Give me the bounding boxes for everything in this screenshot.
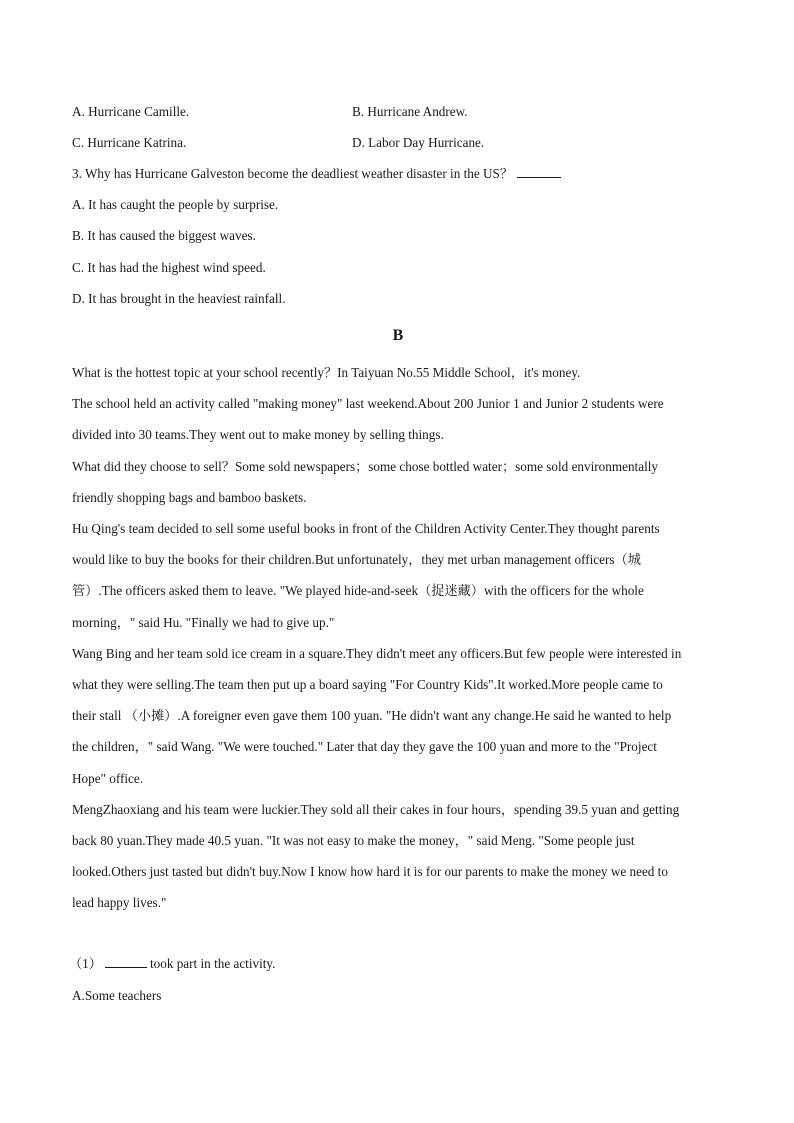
passage-line: What is the hottest topic at your school recently？In Taiyuan No.55 Middle School，it's money. xyxy=(72,365,581,380)
q3-stem-text: 3. Why has Hurricane Galveston become the deadliest weather disaster in the US？ xyxy=(72,166,514,181)
passage-line: lead happy lives." xyxy=(72,895,167,911)
reading-passage xyxy=(72,357,724,919)
q2-option-b: B. Hurricane Andrew. xyxy=(352,104,468,119)
passage-line: the children，" said Wang. "We were touched." Later that day they gave the 100 yuan and more to the "Project xyxy=(72,739,657,755)
q1-option-a: A.Some teachers xyxy=(72,988,162,1003)
q2-options-row-2 xyxy=(72,134,724,152)
q2-option-d: D. Labor Day Hurricane. xyxy=(352,135,485,150)
passage-line: back 80 yuan.They made 40.5 yuan. "It was not easy to make the money，" said Meng. "Some people just xyxy=(72,833,635,849)
answer-blank xyxy=(105,955,147,968)
passage-line: looked.Others just tasted but didn't buy.Now I know how hard it is for our parents to make the money we need to xyxy=(72,864,668,880)
q1-stem-text: took part in the activity. xyxy=(149,956,276,971)
q1-number: （1） xyxy=(69,956,102,971)
section-heading: B xyxy=(392,327,404,344)
q3-option-b: B. It has caused the biggest waves. xyxy=(72,228,256,243)
passage-line: Hope" office. xyxy=(72,770,144,786)
passage-line: friendly shopping bags and bamboo baskets. xyxy=(72,489,307,505)
passage-line: The school held an activity called "making money" last weekend.About 200 Junior 1 and Junior 2 students were xyxy=(72,396,664,412)
passage-line: their stall （小摊）.A foreigner even gave them 100 yuan. "He didn't want any change.He said he wanted to help xyxy=(72,708,672,724)
answer-blank xyxy=(517,165,561,178)
q3-stem xyxy=(72,165,561,183)
q2-options-row-1 xyxy=(72,103,724,121)
passage-line: divided into 30 teams.They went out to make money by selling things. xyxy=(72,427,444,443)
passage-line: morning，" said Hu. "Finally we had to give up." xyxy=(72,614,335,630)
passage-line: would like to buy the books for their children.But unfortunately，they met urban management officers（城 xyxy=(72,552,641,568)
q2-option-c: C. Hurricane Katrina. xyxy=(72,135,187,150)
passage-line: What did they choose to sell？Some sold newspapers；some chose bottled water；some sold environmentally xyxy=(72,458,658,474)
passage-line: MengZhaoxiang and his team were luckier.They sold all their cakes in four hours，spending 39.5 yuan and getting xyxy=(72,801,680,817)
q3-option-c: C. It has had the highest wind speed. xyxy=(72,260,266,275)
passage-line: 管）.The officers asked them to leave. "We played hide-and-seek（捉迷藏）with the officers for the whole xyxy=(72,583,644,599)
passage-line: Wang Bing and her team sold ice cream in a square.They didn't meet any officers.But few people were interested in xyxy=(72,645,682,661)
q2-option-a: A. Hurricane Camille. xyxy=(72,104,190,119)
q3-option-a: A. It has caught the people by surprise. xyxy=(72,197,279,212)
passage-line: Hu Qing's team decided to sell some useful books in front of the Children Activity Center.They thought parents xyxy=(72,521,660,537)
q1-stem xyxy=(69,955,275,973)
passage-line: what they were selling.The team then put up a board saying "For Country Kids".It worked.More people came to xyxy=(72,677,663,693)
q3-option-d: D. It has brought in the heaviest rainfall. xyxy=(72,291,286,306)
